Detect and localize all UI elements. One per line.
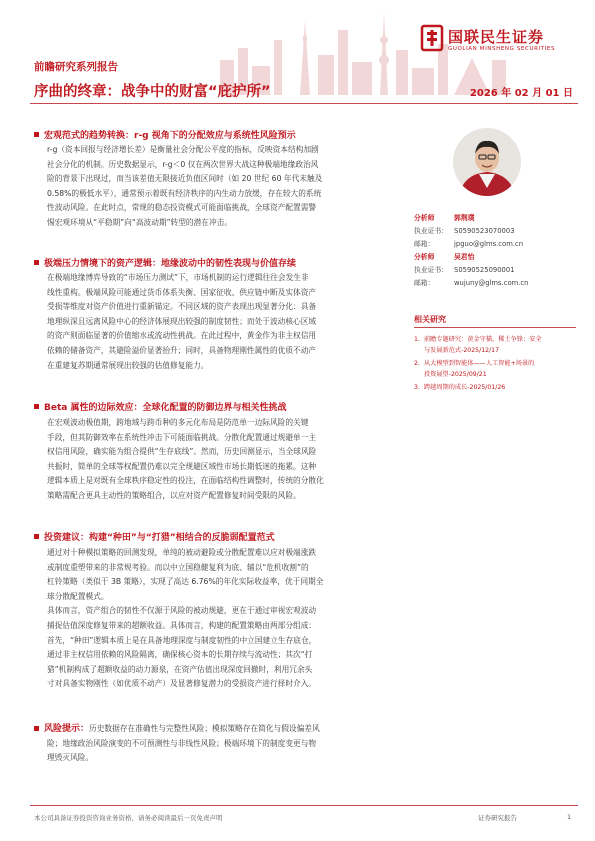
text-line: 捕捉估值深度修复带来的超额收益。具体而言，构建的配置策略由两部分组成： [47,620,317,630]
analyst-email-row: 邮箱： jpguo@glms.com.cn [414,240,524,248]
risk-warning [34,722,402,766]
header-divider [30,103,578,104]
text-line: 通过对十种模拟策略的回测发现，单纯的被动避险或分散配置难以应对极端涨跌 [47,548,317,557]
related-divider [414,327,576,328]
footer-disclaimer: 本公司具备证券投资咨询业务资格，请务必阅读最后一页免责声明 [34,814,223,822]
text-line: r-g（资本回报与经济增长差）是衡量社会分配公平度的指标，反映资本结构加剧 [47,145,319,154]
section-heading: 投资建议：构建“种田”与“打猎”相结合的反脆弱配置范式 [34,530,275,543]
text-line: 在重建复苏期通常展现出较强的估值修复能力。 [47,360,209,370]
text-line: 首先，“种田”逻辑本质上是在具备地理深度与制度韧性的中立国建立生存底仓， [47,635,317,645]
text-line: 策略需配合更具主动性的策略组合，以应对资产配置修复时间受限的风险。 [47,490,301,500]
text-line: 社会分化的机制。历史数据显示，r-g＜0 仅在两次世界大战这种极端地缘政治风 [47,159,319,169]
bullet-square-icon [34,726,39,731]
text-line: 历史数据存在准确性与完整性风险；模拟策略存在简化与假设偏差风 [89,724,320,733]
related-item[interactable]: 2. 从大模型到智能体——人工智能+场景的 投资展望-2025/09/21 [414,360,535,378]
text-line: 线性重构。极端风险可能通过货币体系失衡、国家征收、供应链中断及实体资产 [47,287,317,297]
section-body [47,271,402,373]
text-line: 或制度重塑带来的非常规考验。而以中立国稳健复利为底、辅以“危机收割”的 [47,562,309,572]
section-heading: 宏观范式的趋势转换：r-g 视角下的分配效应与系统性风险预示 [34,128,296,141]
bullet-square-icon [34,534,39,539]
report-title: 序曲的终章：战争中的财富“庇护所” [34,84,271,100]
footer-divider [30,805,578,806]
analyst-email[interactable]: jpguo@glms.com.cn [454,240,524,248]
text-line: 猎”机制构成了超额收益的动力源泉，在资产估值出现深度回撤时，利用冗余头 [47,664,313,674]
analyst-cert-row: 执业证书： S0590525090001 [414,266,515,274]
text-line: 在极端地缘博弈导致的“市场压力测试”下，市场机制的运行逻辑往往会发生非 [47,273,309,282]
related-item[interactable]: 3. 跨越周期的成长-2025/01/26 [414,384,506,391]
footer-doc-type: 证券研究报告 [478,814,517,822]
page-number: 1 [567,813,572,821]
analyst-name: 郭荆璞 [454,214,475,222]
text-line: 逻辑本质上是对既有全球秩序稳定性的投注，在面临结构性调整时，传统的分散化 [47,476,324,486]
analyst-photo [453,128,521,196]
text-line: 通过非主权信用依赖的风险隔离，确保核心资本的长期存续与流动性；其次“打 [47,650,313,660]
bullet-square-icon [34,132,39,137]
related-research-heading: 相关研究 [414,315,446,324]
text-line: 手段，但其防御效率在系统性冲击下可能面临挑战。分散化配置通过规避单一主 [47,432,317,442]
text-line: 具体而言，资产组合的韧性不仅源于风险的被动规避，更在于通过审视宏观波动 [47,606,317,616]
analyst-email[interactable]: wujuny@glms.com.cn [454,279,529,287]
analyst-cert-row: 执业证书： S0590523070003 [414,227,515,235]
section-body [47,143,402,231]
section-body [47,416,402,504]
section-heading: 极端压力情境下的资产逻辑：地缘波动中的韧性表现与价值存续 [34,256,296,269]
bullet-square-icon [34,260,39,265]
text-line: 在宏观波动极值期，跨地域与跨币种的多元化布局是防范单一边际风险的关键 [47,418,309,427]
risk-heading: 风险提示： [44,724,90,734]
text-line: 受损等维度对资产价值进行重新锚定。不同区域的资产表现出现显著分化：具备 [47,302,317,312]
company-logo [420,22,580,58]
text-line: 的资产则面临显著的价值缩水或流动性挑战。在此过程中，黄金作为非主权信用 [47,331,317,341]
section-heading: Beta 属性的边际效应：全球化配置的防御边界与相关性挑战 [34,400,286,413]
text-line: 杠铃策略（类似于 3B 策略），实现了高达 6.76%的年化实际收益率，优于同期全 [47,577,324,587]
text-line: 寸对具备实物刚性（如优质不动产）及显著修复潜力的受损资产进行择时介入。 [47,679,317,689]
analyst-name: 吴君怡 [454,253,475,261]
logo-chinese-name: 国联民生证券 [448,28,545,46]
text-line: 险的背景下出现过，而当该差值无限接近负值区间时（如 20 世纪 60 年代末触及 [47,174,323,184]
text-line: 惕宏观环境从“平稳期”向“高波动期”转型的潜在冲击。 [47,217,233,227]
text-line: 0.58%的极低水平），通常预示着既有经济秩序的内生动力放缓，存在较大的系统 [47,188,322,198]
bullet-square-icon [34,404,39,409]
text-line: 球分散配置模式。 [47,591,109,601]
text-line: 依赖的储备资产，其避险溢价显著抬升；同时，具备物理刚性属性的优质不动产 [47,345,317,355]
text-line: 地理纵深且远离风险中心的经济体展现出较强的制度韧性；而处于波动核心区域 [47,316,317,326]
logo-english-name: GUOLIAN MINSHENG SECURITIES [448,46,556,52]
text-line: 险；地缘政治风险演变的不可预测性与非线性风险；极端环境下的制度变更与物 [47,738,317,748]
analyst-name-row: 分析师 吴君怡 [414,253,475,261]
text-line: 权信用风险，确实能为组合提供“生存底线”。然而，历史回测显示，当全球风险 [47,447,317,457]
analyst-email-row: 邮箱： wujuny@glms.com.cn [414,279,529,287]
analyst-name-row: 分析师 郭荆璞 [414,214,475,222]
text-line: 性波动风险。在此时点，常规的稳态投资模式可能面临挑战，全球资产配置需警 [47,203,317,213]
report-date: 2026 年 02 月 01 日 [469,88,573,99]
logo-mark-icon [420,24,444,52]
text-line: 共振时，简单的全球等权配置仍难以完全规避区域性市场长期低迷的拖累。这种 [47,461,317,471]
section-body [47,546,402,692]
report-series: 前瞻研究系列报告 [34,61,118,73]
text-line: 理毁灭风险。 [47,753,94,763]
related-item[interactable]: 1. 前瞻专题研究：黄金守猫，稀土争锋：安全 与发展新范式-2025/12/17 [414,336,542,354]
